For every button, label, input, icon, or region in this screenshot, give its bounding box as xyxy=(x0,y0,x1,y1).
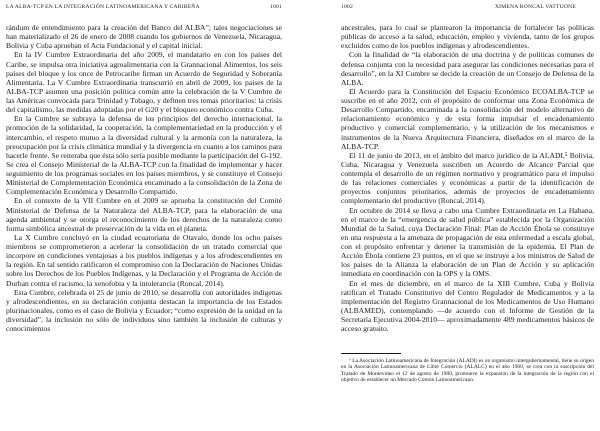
paragraph: En el contexto de la VII Cumbre en el 2009 se aprueba la constitución del Comité Ministerial de Defensa de la Naturaleza del ALBA-TCP, para la elaboración de una agenda ambiental y se otorga el reconocimiento de los derechos de la naturaleza como forma simbólica ancestral de preservación de la vida en el planeta. xyxy=(6,196,282,233)
paragraph: En la IV Cumbre Extraordinaria del año 2009, el mandatario en con los países del Caribe, se impulsa otra iniciativa agroalimentaria con la Grannacional Alimentos, los seis países del bloque y los once de Petrocaribe firman un Acuerdo de Seguridad y Soberanía Alimentaria. La V Cumbre Extraordinaria transcurrió en abril de 2009, los países de la ALBA-TCP asumen una posición política común ante la celebración de la V Cumbre de las Américas convocada para Trinidad y Tobago, y definen tres temas prioritarios: la crisis del capitalismo, las medidas adoptadas por el G20 y el bloqueo económico contra Cuba. xyxy=(6,50,282,115)
left-page-body xyxy=(6,23,282,333)
paragraph: En el mes de diciembre, en el marco de la XIII Cumbre, Cuba y Bolivia ratifican el Tratado Constitutivo del Centro Regulador de Medicamentos y a la implementación del Registro Grannacional de los Medicamentos de Uso Humano (ALBAMED), contemplando —de acuerdo con el Informe de Gestión de la Secretaría Ejecutiva 2004-2010— aproximadamente 489 medicamentos básicos de acceso gratuito. xyxy=(341,278,594,334)
paragraph: La X Cumbre concluyó en la ciudad ecuatoriana de Otavalo, donde los ocho países miembros se comprometieron a acelerar la consolidación de un tratado comercial que incorpore en condiciones ventajosas a los pueblos indígenas y a los afrodescendientes en la región. En tal sentido ratificaron el compromiso con la Declaración de Naciones Unidas sobre los Derechos de los Pueblos Indígenas, y la Declaración y el Programa de Acción de Durban contra el racismo, la xenofobia y la intolerancia (Roncal, 2014). xyxy=(6,232,282,288)
right-running-head-author: XIMENA RONCAL VATTUONE xyxy=(494,4,576,10)
left-running-head-title: LA ALBA-TCP EN LA INTEGRACIÓN LATINOAMERICANA Y CARIBEÑA xyxy=(6,4,200,10)
right-page-number: 1002 xyxy=(341,4,353,10)
right-page-body xyxy=(341,23,594,333)
footnote-divider xyxy=(341,353,401,354)
paragraph: rándum de entendimiento para la creación del Banco del ALBA”; tales negociaciones se han materializado el 26 de enero de 2008 cuando los gobiernos de Venezuela, Nicaragua, Bolivia y Cuba aprueban el Acta Fundacional y el capital inicial. xyxy=(6,23,282,51)
left-running-header xyxy=(6,4,282,14)
footnote: ⁵ La Asociación Latinoamericana de Integración (ALADI) es un organismo intergubernamental, tiene su origen en la Asociación Latinoamericana de Libre Comercio (ALALC) en el año 1960, se crea con la suscripción del Tratado de Montevideo el 12 de agosto de 1980, promueve la expansión de la integración de la región con el objetivo de establecer un Mercado Común Latinoamericano. xyxy=(341,358,594,384)
right-running-header xyxy=(341,4,576,14)
right-page xyxy=(300,0,600,431)
paragraph: En octubre de 2014 se lleva a cabo una Cumbre Extraordinaria en La Habana, en el marco de la “emergencia de salud pública” establecida por la Organización Mundial de la Salud, cuya Declaración Final: Plan de Acción Ébola se constituye en una respuesta a la amenaza de propagación de esta enfermedad a escala global, con el propósito enfrentar y detener la transmisión de la epidemia. El Plan de Acción Ébola contiene 23 puntos, en el que se instruye a los ministros de Salud de los países de la Alianza la elaboración de un Plan de Acción y su aplicación inmediata en coordinación con la OPS y la OMS. xyxy=(341,205,594,279)
paragraph: Con la finalidad de “la elaboración de una doctrina y de políticas comunes de defensa conjunta con la necesidad para asegurar las condiciones necesarias para el desarrollo”, en la XI Cumbre se decide la creación de un Consejo de Defensa de la ALBA. xyxy=(341,50,594,87)
paragraph: ancestrales, para lo cual se plantearon la importancia de fortalecer las políticas públicas de acceso a la salud, educación, empleo y vivienda, tanto de los grupos excluidos como de los pueblos indígenas y afrodescendientes. xyxy=(341,23,594,51)
footnotes xyxy=(341,353,594,384)
paragraph: El Acuerdo para la Constitución del Espacio Económico ECOALBA-TCP se suscribe en el año 2012, con el propósito de conformar una Zona Económica de Desarrollo Compartido, encaminada a la consolidación del modelo alternativo de relacionamiento económico y de esta forma impulsar el encadenamiento productivo y comercial complementario, y la utilización de los mecanismos e instrumentos de la Nueva Arquitectura Financiera, diseñados en el marco de la ALBA-TCP. xyxy=(341,86,594,151)
paragraph: En la Cumbre se subraya la defensa de los principios del derecho internacional, la promoción de la solidaridad, la cooperación, la complementariedad en la producción y el intercambio, el respeto mutuo a la diversidad cultural y la armonía con la naturaleza, la preocupación por la crisis climática mundial y la divergencia en cuanto a los caminos para hacerle frente. Se reiteraba que ésta sólo sería posible mediante la participación del G-192. Se crea el Consejo Ministerial de la ALBA-TCP con la finalidad de implementar y hacer seguimiento de los programas sociales en los países miembros, y se constituye el Consejo Ministerial de Complementación Económica encaminado a la consolidación de la Zona de Complementación Económica y Desarrollo Compartido. xyxy=(6,114,282,197)
paragraph: Esta Cumbre, celebrada el 25 de junio de 2010, se desarrolla con autoridades indígenas y afrodescendientes, en su declaración conjunta destacan la importancia de los Estados plurinacionales, como es el caso de Bolivia y Ecuador; “como expresión de la unidad en la diversidad”, la inclusión no sólo de individuos sino también la inclusión de culturas y conocimientos xyxy=(6,287,282,334)
left-page-number: 1001 xyxy=(270,4,282,10)
paragraph: El 11 de junio de 2013, en el ámbito del marco jurídico de la ALADI,⁵ Bolivia, Cuba, Nicaragua y Venezuela suscriben un Acuerdo de Alcance Parcial que contempla el desarrollo de un régimen normativo y programático para el impulso de las relaciones comerciales y económicas a partir de la identificación de proyectos conjuntos prioritarios, además de proyectos de encadenamiento complementario del productivo (Roncal, 2014). xyxy=(341,150,594,206)
